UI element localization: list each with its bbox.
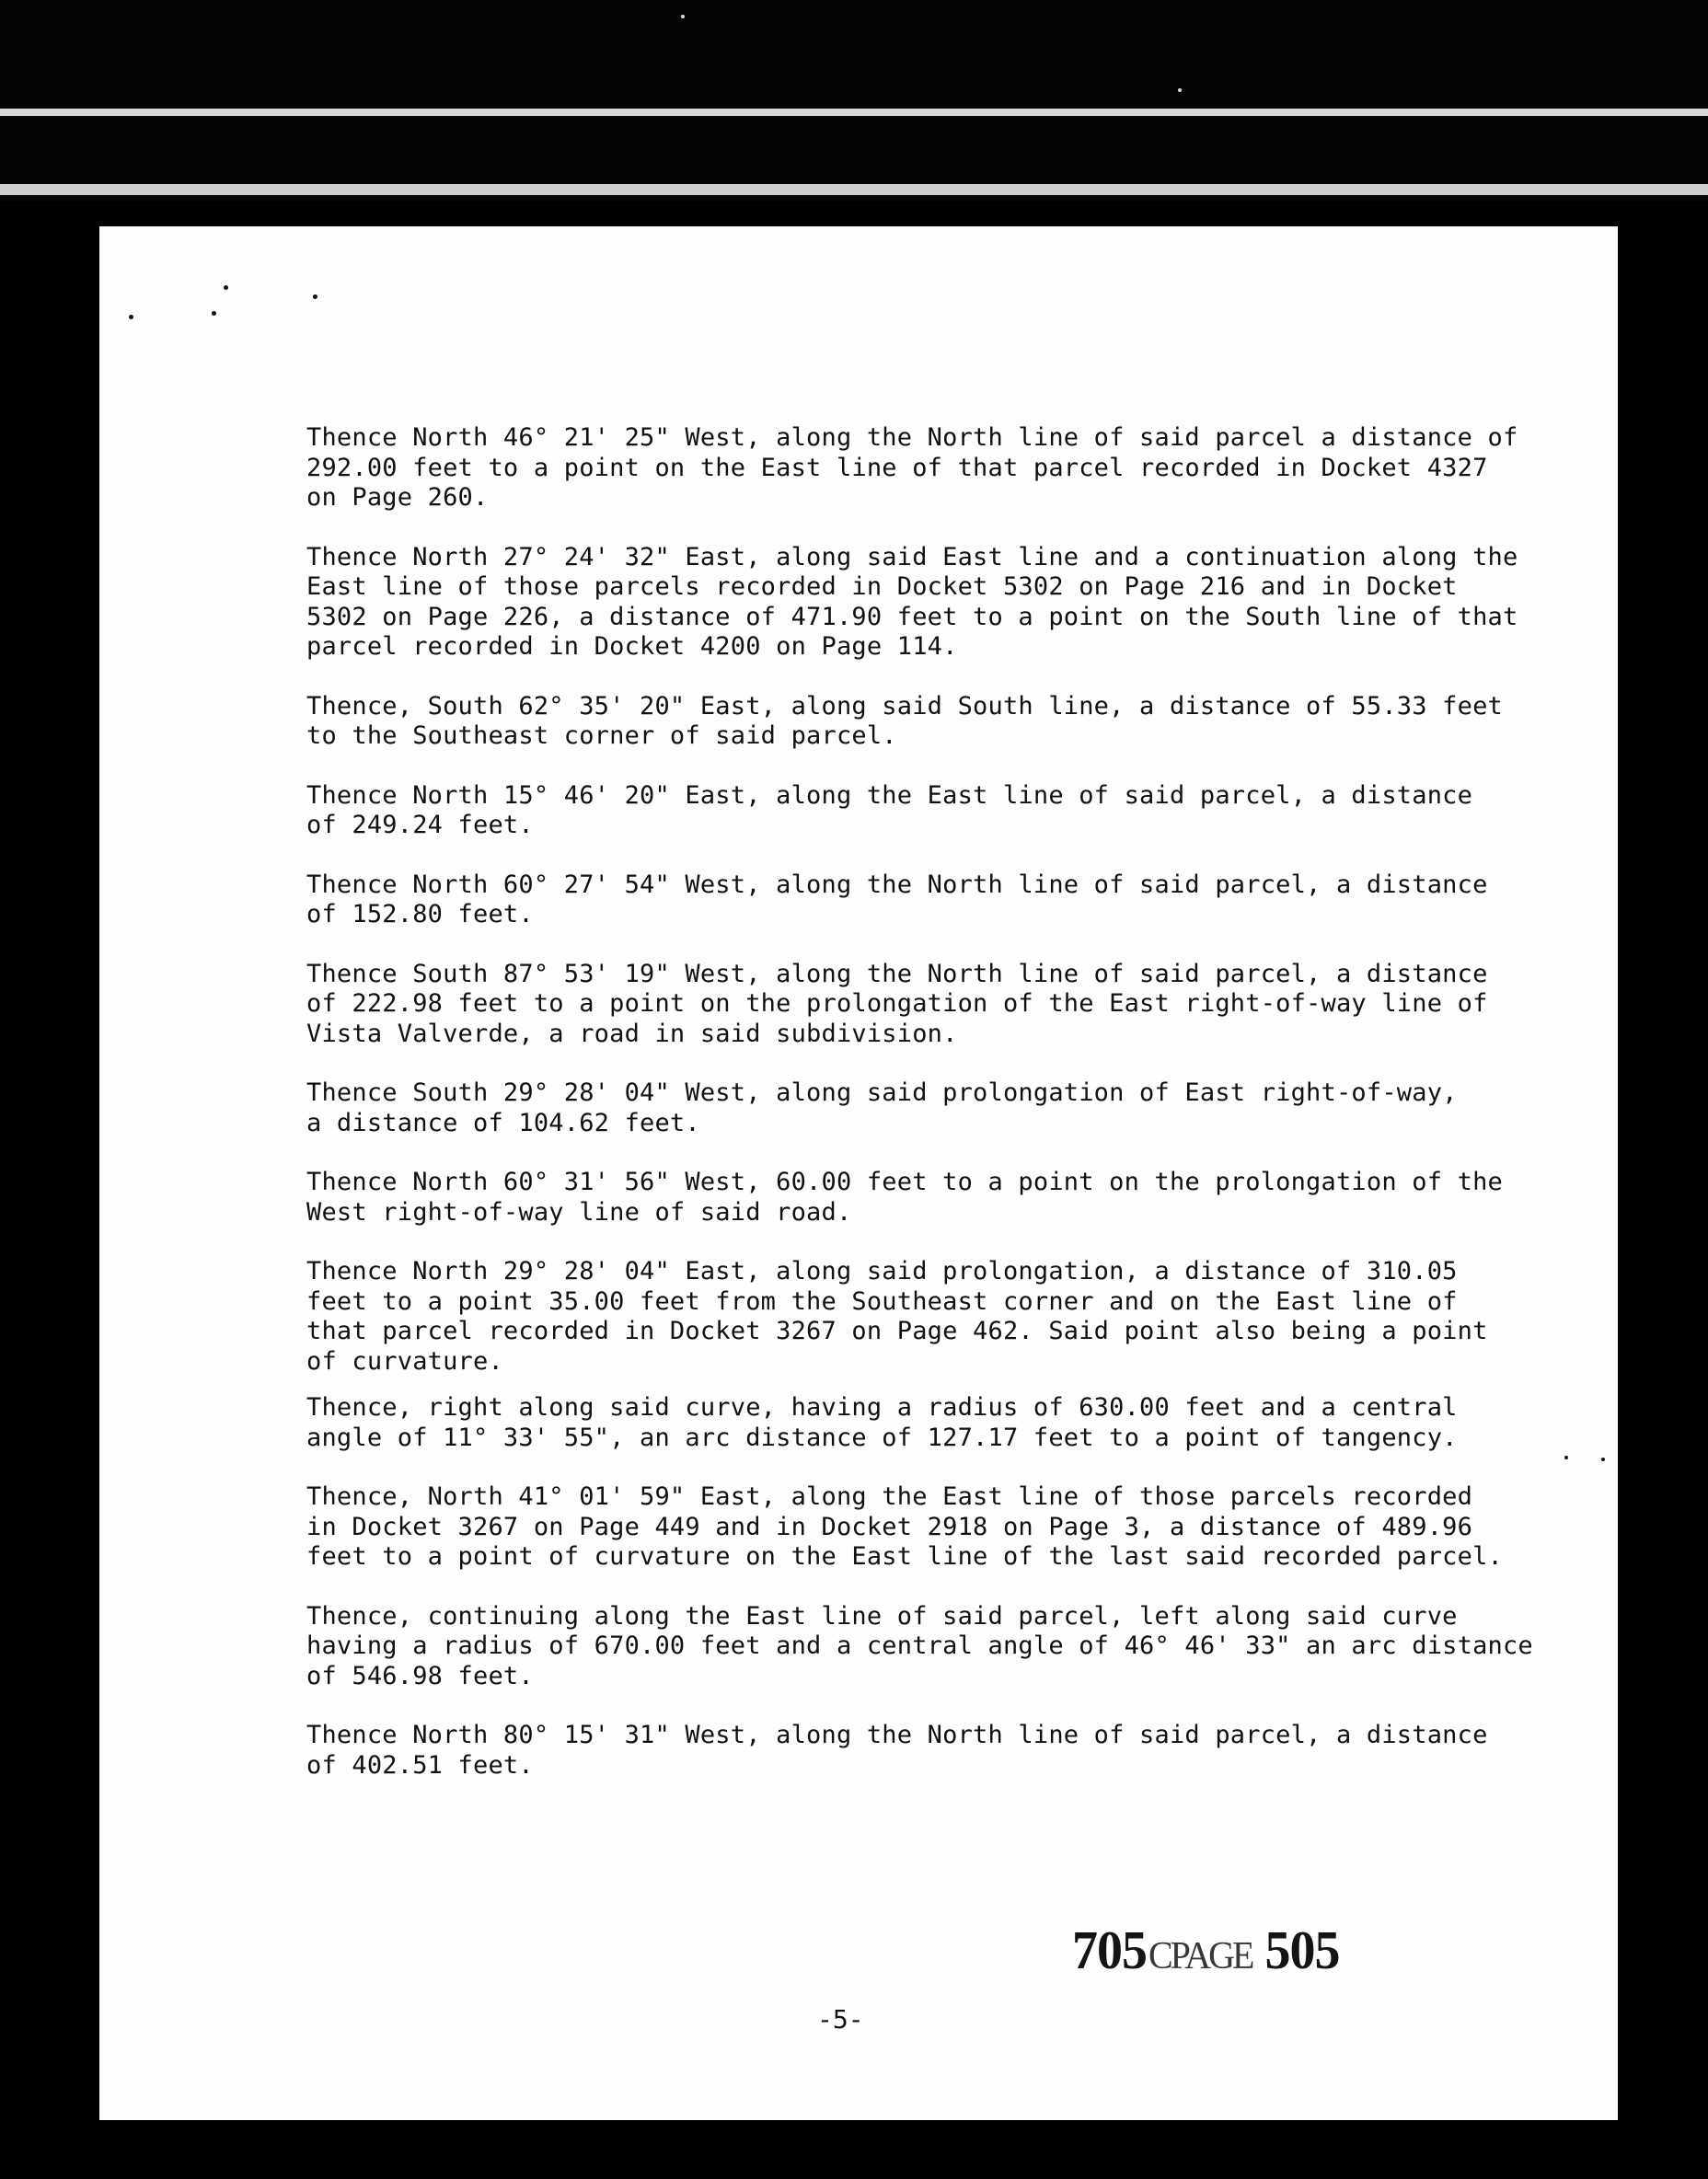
stamp-label: CPAGE: [1148, 1933, 1252, 1977]
course-paragraph: Thence North 80° 15' 31" West, along the North line of said parcel, a distance of 402.51 feet.: [306, 1721, 1488, 1780]
scan-speck: [224, 285, 228, 290]
scan-speck: [1601, 1458, 1605, 1461]
course-paragraph: Thence North 27° 24' 32" East, along said East line and a continuation along the East line of those parcels recorded in Docket 5302 on Page 216 and in Docket 5302 on Page 226, a distance of 471.90 feet to a point on the South line of that parcel recorded in Docket 4200 on Page 114.: [306, 542, 1518, 661]
scan-edge-line: [0, 184, 1708, 195]
legal-description-text: [306, 423, 1558, 1810]
course-paragraph: Thence South 29° 28' 04" West, along said prolongation of East right-of-way, a distance of 104.62 feet.: [306, 1078, 1458, 1137]
scan-speck: [1564, 1456, 1568, 1459]
scan-speck: [1178, 88, 1182, 92]
stamp-page-number: 505: [1264, 1920, 1340, 1981]
course-paragraph: Thence North 29° 28' 04" East, along said prolongation, a distance of 310.05 feet to a point 35.00 feet from the Southeast corner and on the East line of that parcel recorded in Docket 3267 on Page 462. Said point also being a point of curvature.: [306, 1257, 1488, 1376]
scan-speck: [313, 294, 317, 299]
stamp-book-number: 705: [1072, 1920, 1147, 1981]
course-paragraph: Thence, continuing along the East line of said parcel, left along said curve having a radius of 670.00 feet and a central angle of 46° 46' 33" an arc distance of 546.98 feet.: [306, 1601, 1533, 1690]
scan-speck: [129, 315, 133, 319]
course-paragraph: Thence, South 62° 35' 20" East, along said South line, a distance of 55.33 feet to the Southeast corner of said parcel.: [306, 691, 1503, 750]
course-paragraph: Thence North 60° 27' 54" West, along the North line of said parcel, a distance of 152.80 feet.: [306, 870, 1488, 928]
scan-speck: [681, 15, 685, 18]
course-paragraph: Thence North 46° 21' 25" West, along the North line of said parcel a distance of 292.00 feet to a point on the East line of that parcel recorded in Docket 4327 on Page 260.: [306, 423, 1518, 512]
book-page-stamp: [1072, 1920, 1339, 1981]
page-number: -5-: [817, 2004, 864, 2035]
course-paragraph: Thence North 15° 46' 20" East, along the East line of said parcel, a distance of 249.24 feet.: [306, 780, 1473, 839]
scan-edge-line: [0, 109, 1708, 116]
scan-top-border: [0, 0, 1708, 201]
scan-speck: [212, 311, 216, 316]
course-paragraph: Thence, North 41° 01' 59" East, along the East line of those parcels recorded in Docket 3267 on Page 449 and in Docket 2918 on Page 3, a distance of 489.96 feet to a point of curvature on the East line of the last said recorded parcel.: [306, 1482, 1503, 1571]
course-paragraph: Thence, right along said curve, having a radius of 630.00 feet and a central angle of 11° 33' 55", an arc distance of 127.17 feet to a point of tangency.: [306, 1393, 1458, 1452]
course-paragraph: Thence North 60° 31' 56" West, 60.00 feet to a point on the prolongation of the West right-of-way line of said road.: [306, 1168, 1503, 1227]
course-paragraph: Thence South 87° 53' 19" West, along the North line of said parcel, a distance of 222.98 feet to a point on the prolongation of the East right-of-way line of Vista Valverde, a road in said subdivision.: [306, 959, 1488, 1048]
